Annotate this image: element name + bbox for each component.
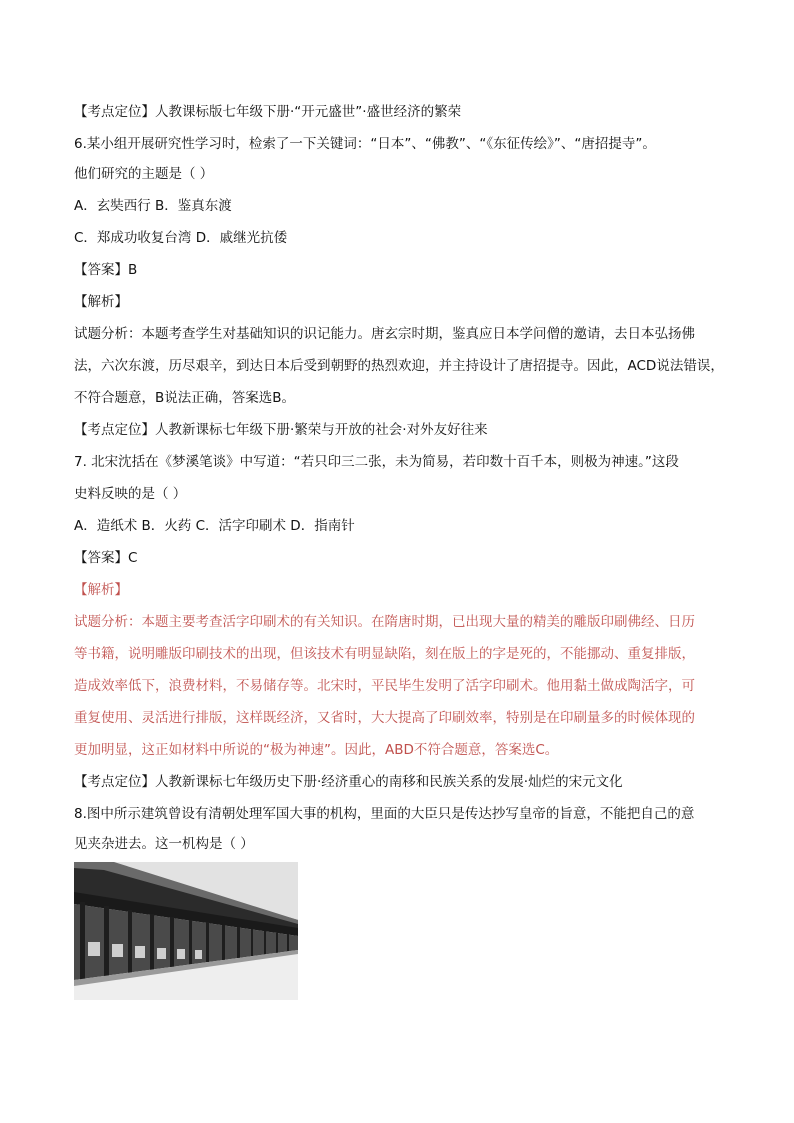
q7-answer: 【答案】C	[74, 550, 138, 566]
q7-stem-line2: 史料反映的是（ ）	[74, 486, 187, 502]
q5-knowledge-point: 【考点定位】人教课标版七年级下册·“开元盛世”·盛世经济的繁荣	[74, 104, 462, 120]
q6-options-ab: A．玄奘西行 B．鉴真东渡	[74, 198, 232, 214]
q7-stem-line1: 7. 北宋沈括在《梦溪笔谈》中写道：“若只印三二张，未为简易，若印数十百千本，则极为神速。”这段	[74, 454, 679, 470]
q6-analysis-heading: 【解析】	[74, 294, 128, 310]
q8-stem-line1: 8.图中所示建筑曾设有清朝处理军国大事的机构，里面的大臣只是传达抄写皇帝的旨意，不能把自己的意	[74, 806, 695, 822]
q7-analysis-heading: 【解析】	[74, 582, 128, 598]
q6-answer: 【答案】B	[74, 262, 138, 278]
q6-options-cd: C．郑成功收复台湾 D．戚继光抗倭	[74, 230, 288, 246]
building-photo-drawing	[74, 862, 298, 1000]
q6-analysis-line1: 试题分析：本题考查学生对基础知识的识记能力。唐玄宗时期，鉴真应日本学问僧的邀请，去日本弘扬佛	[74, 326, 695, 342]
q6-analysis-line2: 法，六次东渡，历尽艰辛，到达日本后受到朝野的热烈欢迎，并主持设计了唐招提寺。因此，ACD说法错误，	[74, 358, 724, 374]
q6-knowledge-point: 【考点定位】人教新课标七年级下册·繁荣与开放的社会·对外友好往来	[74, 422, 488, 438]
q7-analysis-line2: 等书籍，说明雕版印刷技术的出现，但该技术有明显缺陷，刻在版上的字是死的，不能挪动、重复排版，	[74, 646, 695, 662]
q7-analysis-line1: 试题分析：本题主要考查活字印刷术的有关知识。在隋唐时期，已出现大量的精美的雕版印刷佛经、日历	[74, 614, 695, 630]
q7-analysis-line3: 造成效率低下，浪费材料，不易储存等。北宋时，平民毕生发明了活字印刷术。他用黏土做成陶活字，可	[74, 678, 695, 694]
q7-analysis-line5: 更加明显，这正如材料中所说的“极为神速”。因此，ABD不符合题意，答案选C。	[74, 742, 559, 758]
q6-stem-line1: 6.某小组开展研究性学习时，检索了一下关键词：“日本”、“佛教”、“《东征传绘》”、“唐招提寺”。	[74, 136, 656, 152]
q7-analysis-line4: 重复使用、灵活进行排版，这样既经济，又省时，大大提高了印刷效率，特别是在印刷量多的时候体现的	[74, 710, 695, 726]
q8-stem-line2: 见夹杂进去。这一机构是（ ）	[74, 836, 254, 852]
q7-knowledge-point: 【考点定位】人教新课标七年级历史下册·经济重心的南移和民族关系的发展·灿烂的宋元文化	[74, 774, 623, 790]
q7-options: A．造纸术 B．火药 C．活字印刷术 D．指南针	[74, 518, 355, 534]
q6-stem-line2: 他们研究的主题是（ ）	[74, 166, 214, 182]
building-photo	[74, 862, 298, 1000]
q6-analysis-line3: 不符合题意，B说法正确，答案选B。	[74, 390, 296, 406]
